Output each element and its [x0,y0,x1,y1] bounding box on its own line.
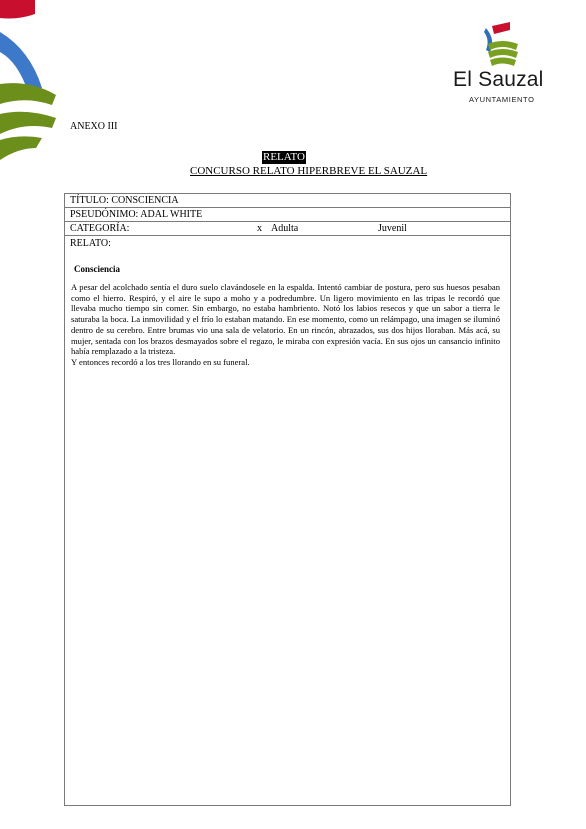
story-title: Consciencia [74,264,120,274]
category-youth: Juvenil [378,223,407,234]
story-body [71,282,500,368]
logo-name: El Sauzal [453,68,544,91]
category-label: CATEGORÍA: [70,223,130,234]
pseudonym-row: PSEUDÓNIMO: ADAL WHITE [65,208,510,222]
story-paragraph: Y entonces recordó a los tres llorando en su funeral. [71,356,250,367]
category-row [65,222,510,236]
document-title: RELATO [263,151,305,163]
annex-label: ANEXO III [70,121,118,132]
logo-subtitle: AYUNTAMIENTO [469,95,535,104]
title-row: TÍTULO: CONSCIENCIA [65,194,510,208]
entry-form [64,193,511,806]
el-sauzal-logo-icon [450,22,550,68]
relato-label: RELATO: [70,238,111,249]
category-selected-mark: x [257,223,262,234]
decorative-swoosh [0,0,60,180]
document-subtitle: CONCURSO RELATO HIPERBREVE EL SAUZAL [190,165,428,177]
category-adult: Adulta [271,223,299,234]
story-paragraph: A pesar del acolchado sentía el duro suelo clavándosele en la espalda. Intentó cambiar de postura, pero sus huesos pesaban como el hierro. Respiró, y el aire le supo a moho y a podredumbre. Un ligero movimiento en las tripas le recordó que llevaba mucho tiempo sin comer. Sin embargo, no estaba hambriento. Notó los labios resecos y que un sabor a tierra le saturaba la boca. La inmovilidad y el frío lo estaban matando. En ese momento, como un relámpago, una imagen se iluminó dentro de su cerebro. Entre brumas vio una sala de velatorio. En un rincón, abrazados, sus dos hijos lloraban. Más acá, su mujer, sentada con los brazos desmayados sobre el regazo, le miraba con expresión vacía. En sus ojos un cansancio infinito había remplazado a la tristeza. [71,282,500,357]
